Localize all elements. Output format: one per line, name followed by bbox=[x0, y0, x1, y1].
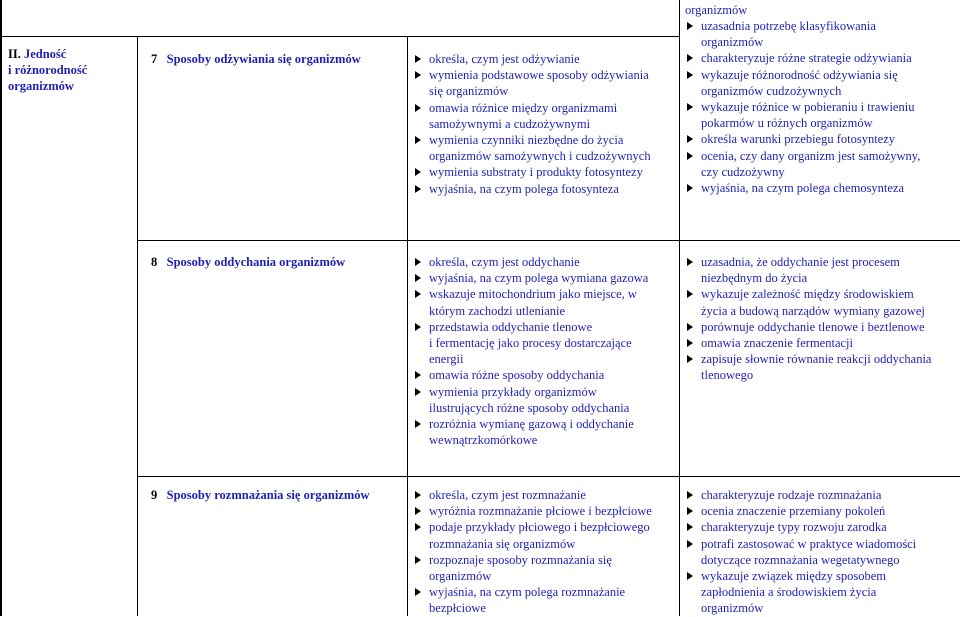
row-number: 7 bbox=[151, 52, 158, 66]
list-item-text: określa, czym jest oddychanie bbox=[429, 255, 580, 269]
list-item bbox=[413, 552, 652, 584]
bullet-icon bbox=[415, 136, 421, 144]
list-item-text: uzasadnia, że oddychanie jest procesem bbox=[701, 255, 900, 269]
bullet-icon bbox=[415, 104, 421, 112]
list-item-text: samożywnymi a cudzożywnymi bbox=[429, 116, 591, 131]
list-item-text: i fermentację jako procesy dostarczające bbox=[429, 336, 632, 351]
list-item bbox=[685, 50, 920, 66]
list-item-text: charakteryzuje typy rozwoju zarodka bbox=[701, 520, 887, 535]
bullet-icon bbox=[415, 55, 421, 63]
list-item-text: wymienia przykłady organizmów bbox=[429, 384, 597, 399]
list-item-text: rozróżnia wymianę gazową i oddychanie bbox=[429, 417, 634, 432]
list-item bbox=[685, 148, 920, 180]
list-item-text: określa, czym jest rozmnażanie bbox=[429, 488, 586, 502]
list-item-text: czy cudzożywny bbox=[701, 164, 785, 179]
list-item-text: potrafi zastosować w praktyce wiadomości bbox=[701, 536, 917, 551]
bullet-icon bbox=[687, 523, 693, 531]
list-item bbox=[685, 131, 920, 147]
list-item-text: ilustrujących różne sposoby oddychania bbox=[429, 400, 630, 415]
list-item-text: określa, czym jest odżywianie bbox=[429, 52, 580, 66]
row-7-title bbox=[151, 51, 361, 67]
list-item-text: organizmów bbox=[701, 35, 764, 50]
list-item-text: uzasadnia potrzebę klasyfikowania bbox=[701, 19, 876, 33]
list-item bbox=[413, 367, 648, 383]
row-8-title bbox=[151, 254, 345, 270]
list-item-text: wyjaśnia, na czym polega rozmnażanie bbox=[429, 585, 626, 600]
bullet-icon bbox=[687, 491, 693, 499]
row-9-title bbox=[151, 487, 370, 503]
section-heading bbox=[8, 46, 87, 95]
list-item-text: wyjaśnia, na czym polega fotosynteza bbox=[429, 181, 619, 196]
list-item bbox=[685, 286, 931, 318]
bullet-icon bbox=[687, 22, 693, 30]
list-item bbox=[685, 319, 931, 335]
list-item-text: przedstawia oddychanie tlenowe bbox=[429, 319, 593, 334]
list-item bbox=[413, 51, 651, 67]
list-item-text: organizmów cudzożywnych bbox=[701, 83, 842, 98]
bullet-icon bbox=[415, 274, 421, 282]
list-item bbox=[413, 181, 651, 197]
list-item-text: organizmów bbox=[429, 569, 492, 584]
extended-requirements-list bbox=[685, 18, 920, 196]
bullet-icon bbox=[415, 523, 421, 531]
list-item-text: omawia znaczenie fermentacji bbox=[701, 336, 853, 351]
bullet-icon bbox=[415, 323, 421, 331]
list-item bbox=[685, 18, 920, 50]
bullet-icon bbox=[687, 184, 693, 192]
bullet-icon bbox=[415, 371, 421, 379]
list-item bbox=[685, 487, 916, 503]
list-item-text: wykazuje związek między sposobem bbox=[701, 569, 887, 584]
bullet-icon bbox=[415, 588, 421, 596]
continuation-text: organizmów bbox=[685, 3, 748, 17]
list-item-text: pokarmów u różnych organizmów bbox=[701, 116, 873, 131]
section-number: II. bbox=[8, 47, 21, 61]
list-item-text: energii bbox=[429, 352, 464, 367]
list-item-text: dotyczące rozmnażania wegetatywnego bbox=[701, 552, 900, 567]
table-rule bbox=[0, 0, 2, 616]
list-item bbox=[685, 99, 920, 131]
basic-requirements-list bbox=[413, 254, 648, 448]
table-rule bbox=[137, 476, 960, 477]
table-rule bbox=[137, 36, 679, 37]
list-item bbox=[413, 319, 648, 368]
list-item-text: porównuje oddychanie tlenowe i beztlenowe bbox=[701, 319, 925, 334]
bullet-icon bbox=[687, 540, 693, 548]
list-item-text: wskazuje mitochondrium jako miejsce, w bbox=[429, 287, 637, 302]
extended-requirements-list bbox=[685, 254, 931, 384]
bullet-icon bbox=[687, 103, 693, 111]
list-item-text: bezpłciowe bbox=[429, 601, 486, 616]
list-item-text: wyróżnia rozmnażanie płciowe i bezpłciowe bbox=[429, 504, 652, 519]
list-item-text: niezbędnym do życia bbox=[701, 271, 808, 286]
list-item bbox=[413, 519, 652, 551]
table-rule bbox=[407, 36, 408, 616]
list-item bbox=[685, 180, 920, 196]
list-item bbox=[413, 164, 651, 180]
list-item bbox=[685, 536, 916, 568]
list-item-text: organizmów samożywnych i cudzożywnych bbox=[429, 149, 651, 164]
bullet-icon bbox=[687, 71, 693, 79]
list-item-text: zapisuje słownie równanie reakcji oddychania bbox=[701, 352, 932, 367]
list-item bbox=[413, 286, 648, 318]
list-item bbox=[685, 519, 916, 535]
bullet-icon bbox=[415, 168, 421, 176]
list-item-text: wykazuje różnorodność odżywiania się bbox=[701, 67, 898, 82]
bullet-icon bbox=[415, 420, 421, 428]
list-item-text: organizmów bbox=[701, 601, 764, 616]
bullet-icon bbox=[415, 507, 421, 515]
list-item-text: określa warunki przebiegu fotosyntezy bbox=[701, 132, 896, 147]
basic-requirements-list bbox=[413, 487, 652, 617]
table-rule bbox=[137, 36, 138, 616]
bullet-icon bbox=[415, 491, 421, 499]
list-item-text: charakteryzuje rodzaje rozmnażania bbox=[701, 488, 882, 502]
list-item-text: zapłodnienia a środowiskiem życia bbox=[701, 585, 877, 600]
list-item bbox=[685, 568, 916, 617]
list-item-text: wewnątrzkomórkowe bbox=[429, 433, 538, 448]
list-item-text: ocenia, czy dany organizm jest samożywny, bbox=[701, 148, 921, 163]
list-item bbox=[685, 67, 920, 99]
list-item-text: wymienia substraty i produkty fotosyntezy bbox=[429, 165, 643, 180]
bullet-icon bbox=[687, 290, 693, 298]
bullet-icon bbox=[687, 258, 693, 266]
list-item bbox=[413, 487, 652, 503]
table-rule bbox=[0, 36, 137, 37]
basic-requirements-list bbox=[413, 51, 651, 197]
list-item-text: wykazuje zależność między środowiskiem bbox=[701, 287, 914, 302]
section-title-line3: organizmów bbox=[8, 79, 74, 94]
list-item-text: wyjaśnia, na czym polega wymiana gazowa bbox=[429, 271, 649, 286]
list-item bbox=[413, 416, 648, 448]
row-number: 8 bbox=[151, 255, 158, 269]
list-item-text: omawia różnice między organizmami bbox=[429, 100, 618, 115]
bullet-icon bbox=[415, 388, 421, 396]
list-item-text: rozpoznaje sposoby rozmnażania się bbox=[429, 552, 612, 567]
list-item-text: wymienia czynniki niezbędne do życia bbox=[429, 133, 624, 148]
extended-requirements-list bbox=[685, 487, 916, 617]
list-item bbox=[413, 254, 648, 270]
row-title: Sposoby rozmnażania się organizmów bbox=[166, 488, 370, 502]
list-item-text: rozmnażania się organizmów bbox=[429, 536, 576, 551]
list-item bbox=[685, 335, 931, 351]
bullet-icon bbox=[687, 54, 693, 62]
list-item bbox=[685, 351, 931, 383]
row-number: 9 bbox=[151, 488, 158, 502]
list-item bbox=[413, 503, 652, 519]
bullet-icon bbox=[687, 152, 693, 160]
list-item-text: którym zachodzi utlenianie bbox=[429, 303, 566, 318]
bullet-icon bbox=[687, 339, 693, 347]
list-item-text: charakteryzuje różne strategie odżywiania bbox=[701, 51, 912, 66]
list-item bbox=[413, 584, 652, 616]
list-item-text: tlenowego bbox=[701, 368, 754, 383]
table-rule bbox=[137, 240, 960, 241]
bullet-icon bbox=[415, 290, 421, 298]
list-item-text: się organizmów bbox=[429, 84, 509, 99]
list-item-text: podaje przykłady płciowego i bezpłciowego bbox=[429, 520, 650, 535]
bullet-icon bbox=[415, 185, 421, 193]
list-item bbox=[685, 503, 916, 519]
table-rule bbox=[679, 0, 680, 616]
bullet-icon bbox=[415, 71, 421, 79]
bullet-icon bbox=[687, 355, 693, 363]
list-item bbox=[413, 270, 648, 286]
list-item bbox=[685, 254, 931, 286]
section-title-line2: i różnorodność bbox=[8, 63, 88, 78]
bullet-icon bbox=[687, 323, 693, 331]
row-title: Sposoby oddychania organizmów bbox=[166, 255, 346, 269]
list-item-text: wyjaśnia, na czym polega chemosynteza bbox=[701, 181, 905, 196]
list-item-text: życia a budową narządów wymiany gazowej bbox=[701, 303, 925, 318]
bullet-icon bbox=[687, 507, 693, 515]
list-item-text: wymienia podstawowe sposoby odżywiania bbox=[429, 68, 649, 83]
row-title: Sposoby odżywiania się organizmów bbox=[166, 52, 361, 66]
bullet-icon bbox=[415, 258, 421, 266]
bullet-icon bbox=[415, 556, 421, 564]
list-item bbox=[413, 100, 651, 132]
list-item-text: ocenia znaczenie przemiany pokoleń bbox=[701, 504, 886, 519]
list-item bbox=[413, 67, 651, 99]
bullet-icon bbox=[687, 572, 693, 580]
list-item bbox=[413, 132, 651, 164]
bullet-icon bbox=[687, 135, 693, 143]
list-item-text: omawia różne sposoby oddychania bbox=[429, 368, 605, 383]
list-item-text: wykazuje różnice w pobieraniu i trawieniu bbox=[701, 100, 915, 115]
section-title-line1: Jedność bbox=[23, 47, 67, 61]
list-item bbox=[413, 384, 648, 416]
